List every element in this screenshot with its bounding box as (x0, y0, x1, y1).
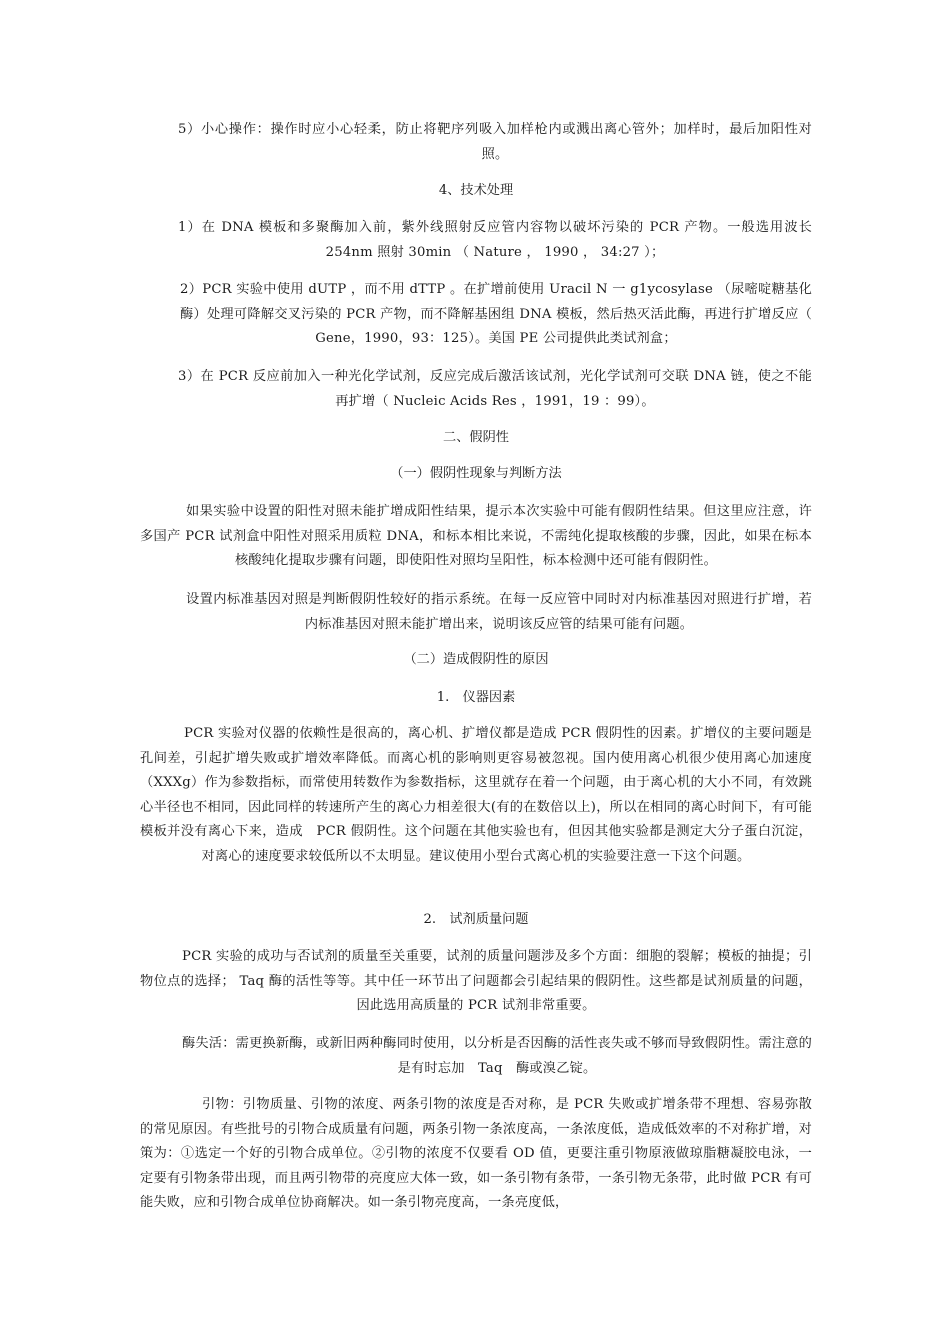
paragraph-internal-standard: 设置内标准基因对照是判断假阴性较好的指示系统。在每一反应管中同时对内标准基因对照进行扩增，若内标准基因对照未能扩增出来，说明该反应管的结果可能有问题。 (186, 592, 812, 632)
heading-reagent-quality: 2. 试剂质量问题 (423, 912, 529, 927)
paragraph-enzyme-inactivation: 酶失活：需更换新酶，或新旧两种酶同时使用，以分析是否因酶的活性丧失或不够而导致假阴性。需注意的是有时忘加 Taq 酶或溴乙锭。 (182, 1036, 812, 1076)
paragraph-photochemical: 3）在 PCR 反应前加入一种光化学试剂，反应完成后激活该试剂，光化学试剂可交联 DNA 链，使之不能再扩增（ Nucleic Acids Res ，1991，19 ：99）。 (178, 369, 812, 409)
heading-technical-treatment: 4、技术处理 (438, 183, 514, 198)
heading-instrument-factors: 1. 仪器因素 (436, 690, 516, 705)
heading-causes: （二）造成假阴性的原因 (403, 652, 549, 667)
paragraph-positive-control: 如果实验中设置的阳性对照未能扩增成阳性结果，提示本次实验中可能有假阴性结果。但这里应注意，许多国产 PCR 试剂盒中阳性对照采用质粒 DNA，和标本相比来说，不需纯化提取核酸的步骤，因此，如果在标本核酸纯化提取步骤有问题，即使阳性对照均呈阳性，标本检测中还可能有假阴性。 (140, 504, 812, 568)
paragraph-dutp: 2）PCR 实验中使用 dUTP ，而不用 dTTP 。在扩增前使用 Uracil N 一 g1ycosylase （尿嘧啶糖基化酶）处理可降解交叉污染的 PCR 产物，而不降解基困组 DNA 模板，然后热灭活此酶，再进行扩增反应（ Gene，1990，93：125）。美国 PE 公司提供此类试剂盒； (180, 282, 812, 346)
heading-false-negative: 二、假阴性 (443, 430, 509, 445)
heading-phenomenon-judgment: （一）假阴性现象与判断方法 (390, 466, 562, 481)
paragraph-primers: 引物：引物质量、引物的浓度、两条引物的浓度是否对称，是 PCR 失败或扩增条带不理想、容易弥散的常见原因。有些批号的引物合成质量有问题，两条引物一条浓度高，一条浓度低，造成低效率的不对称扩增，对策为：①选定一个好的引物合成单位。②引物的浓度不仅要看 OD 值，更要注重引物原液做琼脂糖凝胶电泳，一定要有引物条带出现，而且两引物带的亮度应大体一致，如一条引物有条带，一条引物无条带，此时做 PCR 有可能失败，应和引物合成单位协商解决。如一条引物亮度高，一条亮度低， (140, 1097, 812, 1210)
paragraph-reagent-details: PCR 实验的成功与否试剂的质量至关重要，试剂的质量问题涉及多个方面：细胞的裂解；模板的抽提；引物位点的选择； Taq 酶的活性等等。其中任一环节出了问题都会引起结果的假阴性。这些都是试剂质量的问题，因此选用高质量的 PCR 试剂非常重要。 (140, 949, 812, 1013)
paragraph-careful-operation: 5）小心操作：操作时应小心轻柔，防止将靶序列吸入加样枪内或溅出离心管外；加样时，最后加阳性对照。 (178, 122, 812, 162)
paragraph-instrument-details: PCR 实验对仪器的依赖性是很高的，离心机、扩增仪都是造成 PCR 假阴性的因素。扩增仪的主要问题是孔间差，引起扩增失败或扩增效率降低。而离心机的影响则更容易被忽视。国内使用离心机很少使用离心加速度（XXXg）作为参数指标，而常使用转数作为参数指标，这里就存在着一个问题，由于离心机的大小不同，有效跳心半径也不相同，因此同样的转速所产生的离心力相差很大(有的在数倍以上)，所以在相同的离心时间下，有可能模板并没有离心下来，造成 PCR 假阴性。这个问题在其他实验也有，但因其他实验都是测定大分子蛋白沉淀，对离心的速度要求较低所以不太明显。建议使用小型台式离心机的实验要注意一下这个问题。 (140, 726, 812, 864)
paragraph-uv-irradiation: 1）在 DNA 模板和多聚酶加入前，紫外线照射反应管内容物以破坏污染的 PCR 产物。一般选用波长 254nm 照射 30min （ Nature ， 1990 ， 34:27 ）； (178, 220, 812, 260)
